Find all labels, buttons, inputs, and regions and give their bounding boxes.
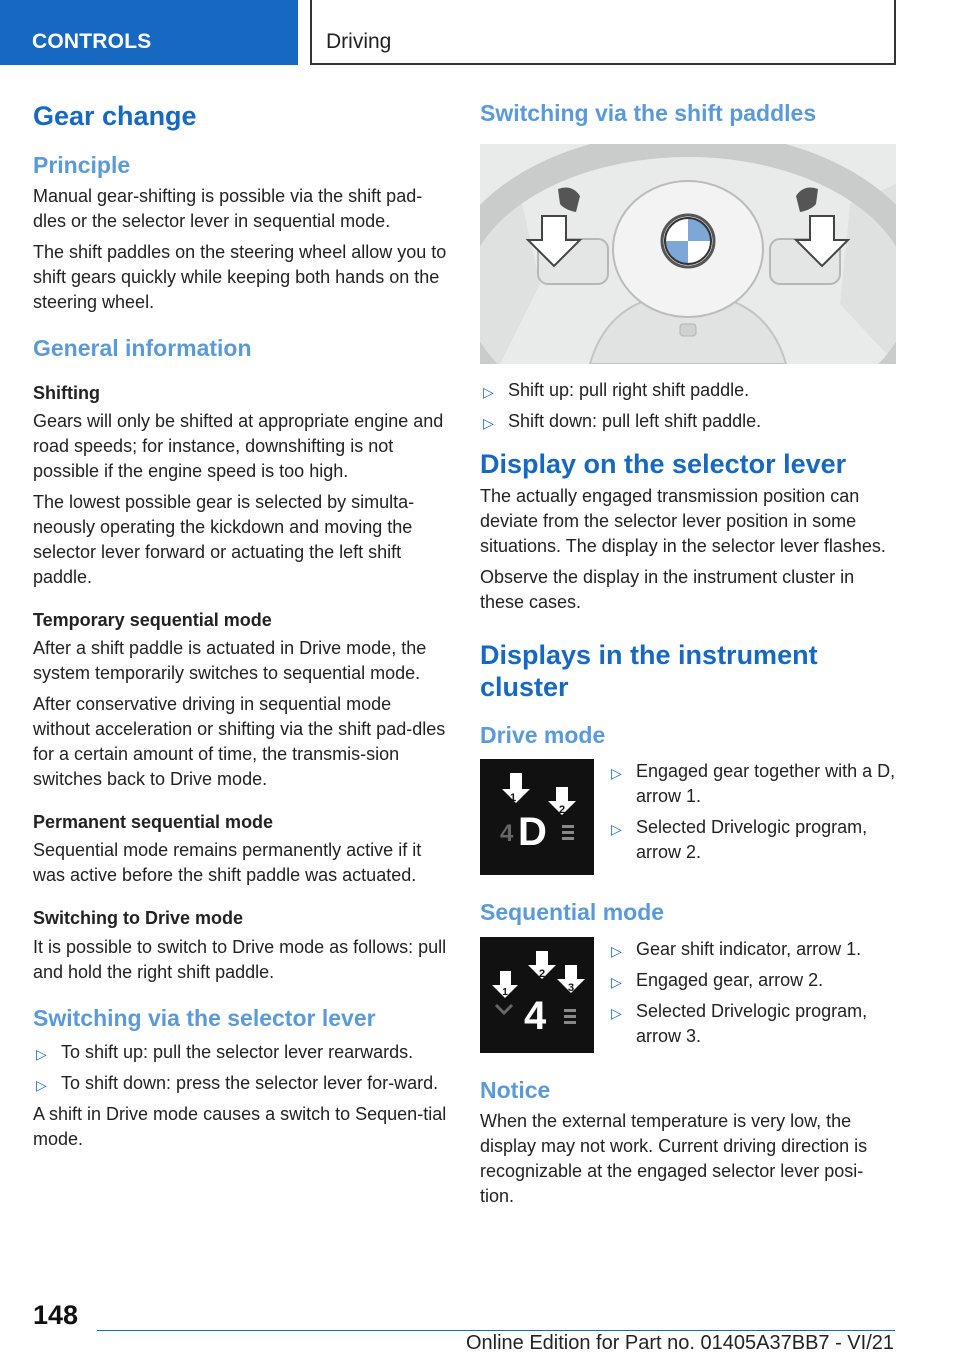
- sequential-mode-list: [608, 937, 896, 1053]
- heading-temporary-sequential: Temporary sequential mode: [33, 609, 272, 630]
- list-item: ▷ To shift down: press the selector lever for-ward.: [33, 1071, 453, 1096]
- shifting-paragraph-1: Gears will only be shifted at appropriate engine and road speeds; for instance, downshifting is not possible if the engine speed is too high.: [33, 410, 444, 481]
- temporary-paragraph-1: After a shift paddle is actuated in Drive mode, the system temporarily switches to sequential mode.: [33, 638, 427, 684]
- drive-mode-list: [608, 759, 896, 875]
- principle-paragraph-1: Manual gear-shifting is possible via the shift pad-dles or the selector lever in sequential mode.: [33, 185, 423, 231]
- section-tab: [0, 0, 298, 65]
- left-column: [33, 100, 453, 1152]
- sequential-mode-display: [480, 937, 594, 1053]
- edition-text: Online Edition for Part no. 01405A37BB7 - VI/21: [465, 1332, 894, 1354]
- drive-arrow-2-label: 2: [558, 804, 566, 817]
- chapter-label: Driving: [326, 30, 392, 53]
- heading-display-selector: Display on the selector lever: [480, 448, 847, 479]
- triangle-right-icon: ▷: [483, 383, 494, 400]
- footer-divider: [97, 1330, 895, 1331]
- drive-gear-digit: 4: [500, 820, 514, 848]
- list-item: ▷ Engaged gear, arrow 2.: [608, 968, 896, 993]
- heading-gear-change: Gear change: [33, 101, 197, 131]
- sequential-gear-digit: 4: [524, 993, 547, 1038]
- paddle-list: [480, 378, 896, 434]
- sequential-arrow-3-label: 3: [567, 981, 575, 994]
- heading-permanent-sequential: Permanent sequential mode: [33, 812, 274, 833]
- section-label: CONTROLS: [32, 30, 152, 53]
- sequential-display-drawing: [480, 937, 594, 1053]
- list-item: ▷ Selected Drivelogic program, arrow 2.: [611, 817, 868, 863]
- chapter-tab: [310, 0, 896, 65]
- heading-drive-mode: Drive mode: [480, 721, 606, 748]
- drive-arrow-1-label: 1: [509, 792, 517, 805]
- drive-display-drawing: [480, 759, 594, 875]
- triangle-right-icon: ▷: [611, 942, 622, 959]
- heading-sequential-mode: Sequential mode: [480, 899, 665, 926]
- list-item: ▷ To shift up: pull the selector lever rearwards.: [33, 1040, 453, 1065]
- list-item: ▷ Selected Drivelogic program, arrow 3.: [611, 1000, 868, 1046]
- permanent-paragraph-1: Sequential mode remains permanently active if it was active before the shift paddle was actuated.: [33, 840, 422, 886]
- drive-mode-display: [480, 759, 594, 875]
- heading-shift-paddles: Switching via the shift paddles: [480, 100, 817, 126]
- heading-principle: Principle: [33, 152, 131, 179]
- selector-paragraph-1: A shift in Drive mode causes a switch to Sequen-tial mode.: [33, 1104, 447, 1150]
- switch-drive-paragraph-1: It is possible to switch to Drive mode as follows: pull and hold the right shift paddle.: [33, 936, 447, 982]
- steering-wheel-drawing: [480, 144, 896, 364]
- triangle-right-icon: ▷: [36, 1046, 47, 1063]
- right-column: [480, 100, 896, 1209]
- heading-switch-drive: Switching to Drive mode: [33, 908, 244, 929]
- heading-notice: Notice: [480, 1076, 551, 1103]
- display-paragraph-1: The actually engaged transmission position can deviate from the selector lever position in some situations. The display in the selector lever flashes.: [480, 485, 886, 556]
- drive-mode-letter: D: [518, 810, 547, 855]
- steering-wheel-image: [480, 144, 896, 364]
- list-item: ▷ Shift up: pull right shift paddle.: [480, 378, 896, 403]
- heading-selector-lever: Switching via the selector lever: [33, 1004, 376, 1031]
- sequential-mode-row: [480, 937, 896, 1053]
- notice-paragraph-1: When the external temperature is very low, the display may not work. Current driving direction is recognizable at the engaged selector lever posi-tion.: [480, 1110, 868, 1206]
- triangle-right-icon: ▷: [36, 1077, 47, 1094]
- list-item: ▷ Engaged gear together with a D, arrow 1.: [611, 761, 896, 807]
- triangle-right-icon: ▷: [483, 414, 494, 431]
- heading-shifting: Shifting: [33, 382, 100, 403]
- display-paragraph-2: Observe the display in the instrument cluster in these cases.: [480, 566, 855, 612]
- selector-list: [33, 1040, 453, 1096]
- drive-mode-row: [480, 759, 896, 875]
- sequential-arrow-2-label: 2: [538, 967, 546, 980]
- triangle-right-icon: ▷: [611, 973, 622, 990]
- heading-general-information: General information: [33, 334, 252, 361]
- principle-paragraph-2: The shift paddles on the steering wheel allow you to shift gears quickly while keeping both hands on the steering wheel.: [33, 241, 447, 312]
- list-item: ▷ Shift down: pull left shift paddle.: [480, 409, 896, 434]
- heading-displays-cluster: Displays in the instrument cluster: [480, 639, 818, 703]
- page-number: 148: [33, 1300, 79, 1330]
- temporary-paragraph-2: After conservative driving in sequential mode without acceleration or shifting via the shift pad-dles for a certain amount of time, the transmis-sion switches back to Drive mode.: [33, 694, 446, 790]
- shifting-paragraph-2: The lowest possible gear is selected by simulta-neously operating the kickdown and moving the selector lever forward or actuating the left shift paddle.: [33, 491, 415, 587]
- triangle-right-icon: ▷: [611, 821, 622, 838]
- triangle-right-icon: ▷: [611, 765, 622, 782]
- sequential-arrow-1-label: 1: [502, 986, 508, 998]
- list-item: ▷ Gear shift indicator, arrow 1.: [608, 937, 896, 962]
- triangle-right-icon: ▷: [611, 1004, 622, 1021]
